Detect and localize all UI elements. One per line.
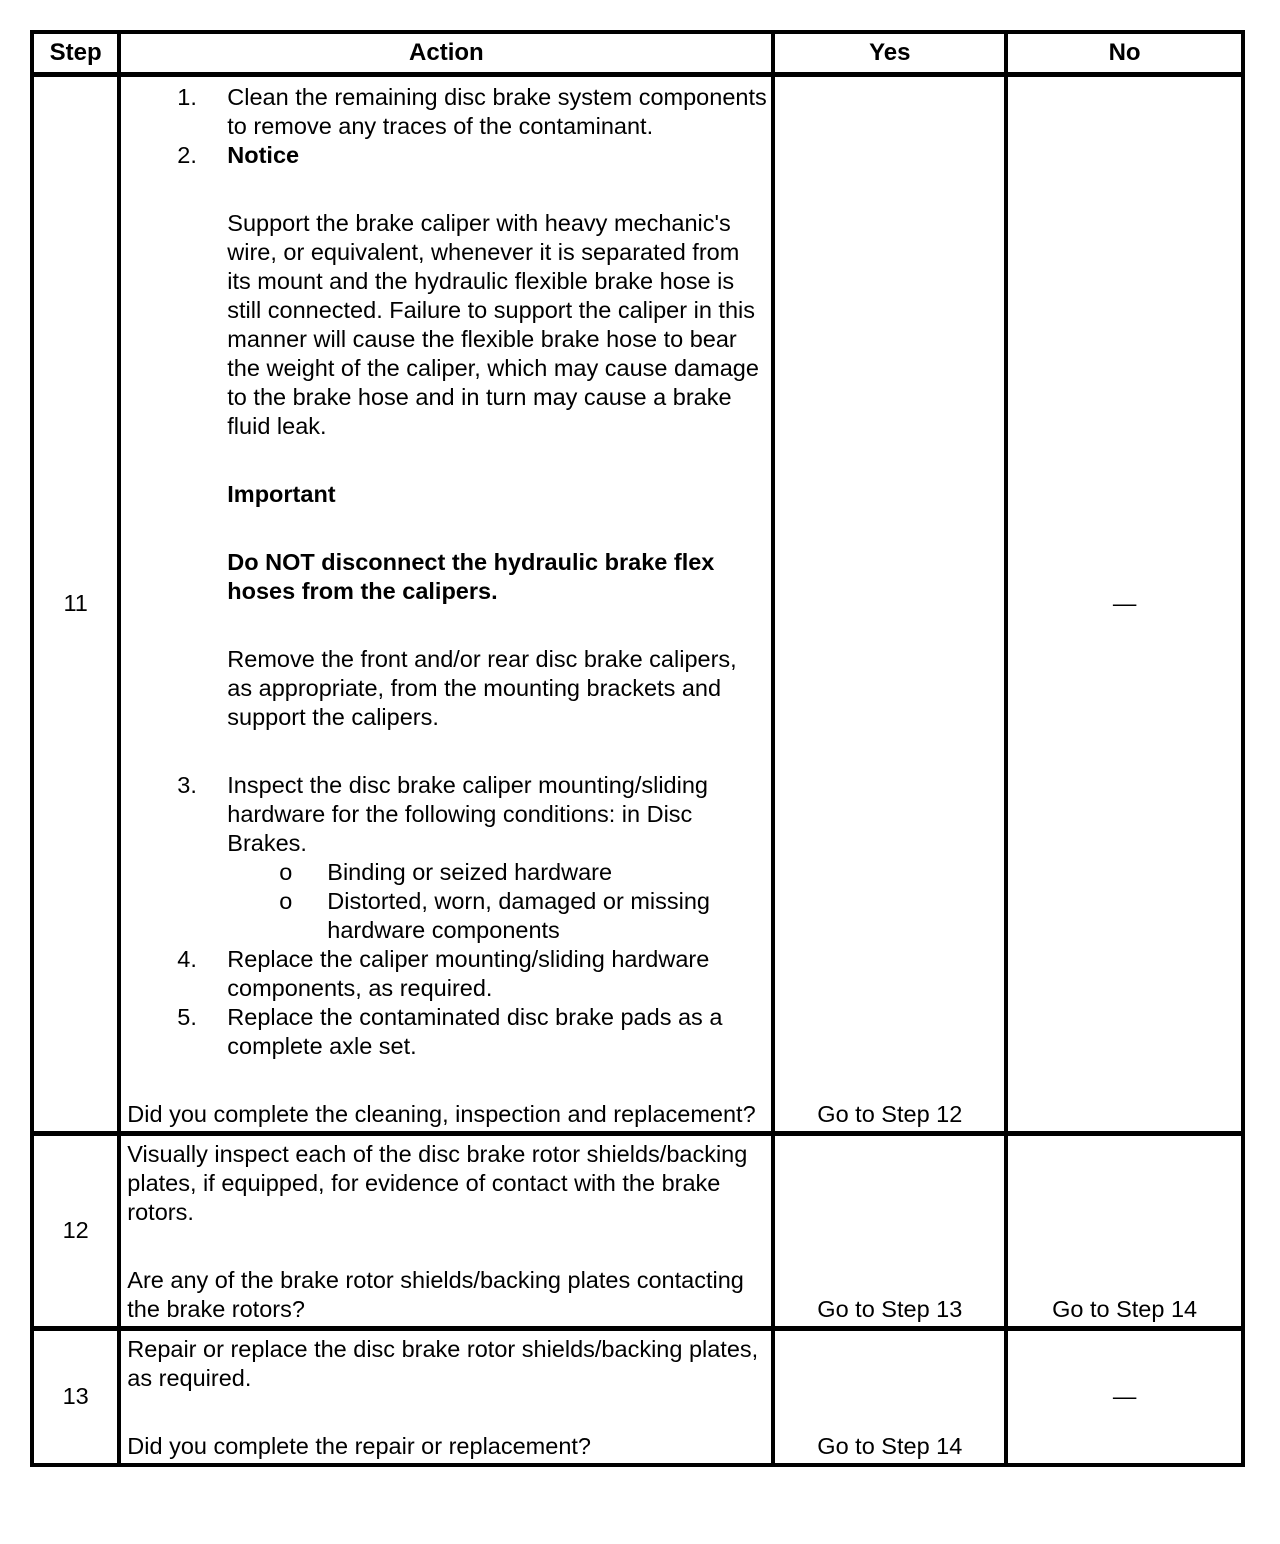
action-text: Visually inspect each of the disc brake rotor shields/backing plates, if equipped, for evidence of contact with the brake rotors.: [127, 1140, 748, 1225]
header-step: Step: [32, 32, 119, 74]
list-item: [127, 1003, 767, 1061]
action-cell: [119, 1133, 773, 1328]
list-item-text: Remove the front and/or rear disc brake calipers, as appropriate, from the mounting brackets and support the calipers.: [227, 645, 737, 730]
action-step-list: [127, 83, 767, 858]
no-result: —: [1006, 74, 1243, 1133]
list-item: [127, 945, 767, 1003]
list-item-number: 3.: [177, 771, 197, 798]
bullet-item: [127, 858, 767, 887]
action-step-list: [127, 945, 767, 1061]
yes-result: Go to Step 13: [773, 1133, 1006, 1328]
list-item-number: 4.: [177, 945, 197, 972]
no-result: —: [1006, 1328, 1243, 1465]
list-item: [127, 771, 767, 858]
action-cell: [119, 74, 773, 1133]
list-item-number: 5.: [177, 1003, 197, 1030]
no-result: Go to Step 14: [1006, 1133, 1243, 1328]
table-row-step-11: [32, 74, 1243, 1133]
action-text: Repair or replace the disc brake rotor shields/backing plates, as required.: [127, 1335, 759, 1391]
condition-bullet-list: [127, 858, 767, 945]
list-item-text: Inspect the disc brake caliper mounting/sliding hardware for the following conditions: in Disc Brakes.: [227, 771, 708, 856]
table-row-step-13: [32, 1328, 1243, 1465]
notice-text: Support the brake caliper with heavy mechanic's wire, or equivalent, whenever it is separated from its mount and the hydraulic flexible brake hose is still connected. Failure to support the caliper in this manner will cause the flexible brake hose to bear the weight of the caliper, which may cause damage to the brake hose and in turn may cause a brake fluid leak.: [227, 209, 759, 439]
yes-result: Go to Step 12: [773, 74, 1006, 1133]
list-item-number: 1.: [177, 83, 197, 110]
list-item: [127, 141, 767, 771]
list-item-number: 2.: [177, 141, 197, 168]
notice-label: Notice: [227, 141, 300, 168]
header-action: Action: [119, 32, 773, 74]
header-yes: Yes: [773, 32, 1006, 74]
question-text: Are any of the brake rotor shields/backing plates contacting the brake rotors?: [127, 1266, 744, 1322]
diagnostic-procedure-table: [30, 30, 1245, 1467]
step-number: 12: [32, 1133, 119, 1328]
action-cell: [119, 1328, 773, 1465]
important-text: Do NOT disconnect the hydraulic brake flex hoses from the calipers.: [227, 548, 715, 604]
bullet-text: Binding or seized hardware: [327, 858, 613, 885]
bullet-symbol: o: [279, 887, 293, 914]
bullet-text: Distorted, worn, damaged or missing hardware components: [327, 887, 710, 943]
table-row-step-12: [32, 1133, 1243, 1328]
step-number: 11: [32, 74, 119, 1133]
step-number: 13: [32, 1328, 119, 1465]
yes-result: Go to Step 14: [773, 1328, 1006, 1465]
question-text: Did you complete the repair or replacement?: [127, 1432, 591, 1459]
list-item-text: Clean the remaining disc brake system components to remove any traces of the contaminant.: [227, 83, 767, 139]
question-text: Did you complete the cleaning, inspection and replacement?: [127, 1100, 756, 1127]
important-label: Important: [227, 480, 336, 507]
bullet-symbol: o: [279, 858, 293, 885]
header-no: No: [1006, 32, 1243, 74]
list-item-text: Replace the caliper mounting/sliding hardware components, as required.: [227, 945, 710, 1001]
list-item-text: Replace the contaminated disc brake pads as a complete axle set.: [227, 1003, 723, 1059]
bullet-item: [127, 887, 767, 945]
table-header-row: [32, 32, 1243, 74]
list-item: [127, 83, 767, 141]
